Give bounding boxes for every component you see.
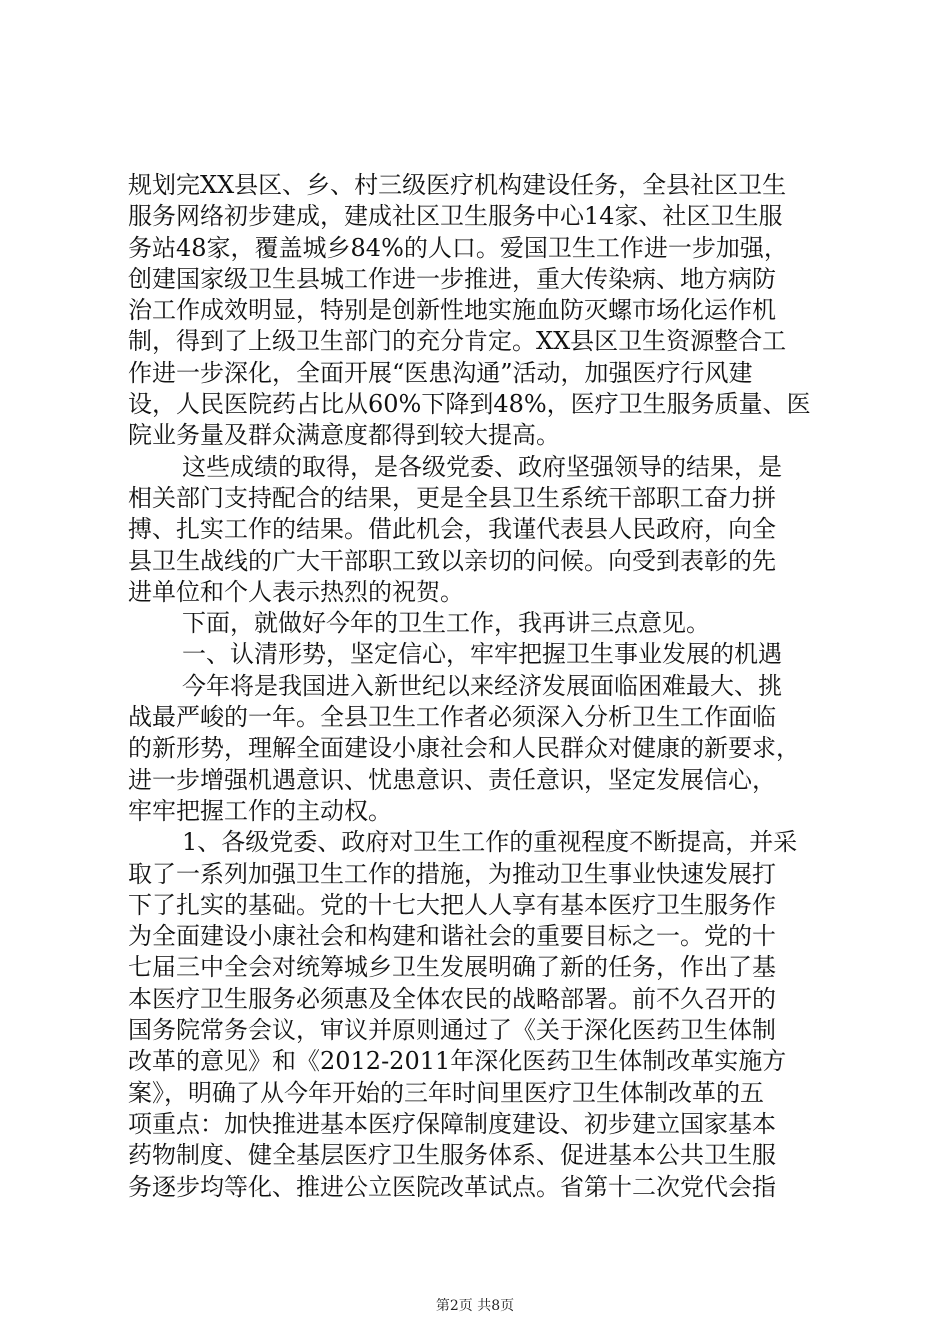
text-line: 的新形势，理解全面建设小康社会和人民群众对健康的新要求， <box>128 734 800 763</box>
text-line: 治工作成效明显，特别是创新性地实施血防灭螺市场化运作机 <box>128 296 776 325</box>
text-line: 制，得到了上级卫生部门的充分肯定。XX县区卫生资源整合工 <box>128 327 787 356</box>
text-line: 为全面建设小康社会和构建和谐社会的重要目标之一。党的十 <box>128 922 776 951</box>
text-line: 县卫生战线的广大干部职工致以亲切的问候。向受到表彰的先 <box>128 546 776 575</box>
text-line: 本医疗卫生服务必须惠及全体农民的战略部署。前不久召开的 <box>128 984 776 1013</box>
text-line: 规划完XX县区、乡、村三级医疗机构建设任务，全县社区卫生 <box>128 171 787 199</box>
text-line: 进单位和个人表示热烈的祝贺。 <box>128 577 464 606</box>
text-line: 一、认清形势，坚定信心，牢牢把握卫生事业发展的机遇 <box>182 640 782 669</box>
text-line: 药物制度、健全基层医疗卫生服务体系、促进基本公共卫生服 <box>128 1141 776 1170</box>
text-line: 1、各级党委、政府对卫生工作的重视程度不断提高，并采 <box>182 828 798 857</box>
text-line: 国务院常务会议，审议并原则通过了《关于深化医药卫生体制 <box>128 1016 776 1045</box>
document-body <box>128 170 836 1203</box>
text-line: 七届三中全会对统筹城乡卫生发展明确了新的任务，作出了基 <box>128 953 776 982</box>
text-line: 牢牢把握工作的主动权。 <box>128 796 392 825</box>
text-line: 院业务量及群众满意度都得到较大提高。 <box>128 421 560 450</box>
text-line: 取了一系列加强卫生工作的措施，为推动卫生事业快速发展打 <box>128 859 776 888</box>
text-line: 务逐步均等化、推进公立医院改革试点。省第十二次党代会指 <box>128 1172 776 1201</box>
text-line: 进一步增强机遇意识、忧患意识、责任意识，坚定发展信心， <box>128 765 776 794</box>
text-line: 设，人民医院药占比从60%下降到48%，医疗卫生服务质量、医 <box>128 390 811 419</box>
text-line: 战最严峻的一年。全县卫生工作者必须深入分析卫生工作面临 <box>128 703 776 732</box>
text-line: 今年将是我国进入新世纪以来经济发展面临困难最大、挑 <box>182 671 782 700</box>
text-line: 作进一步深化，全面开展“医患沟通”活动，加强医疗行风建 <box>128 358 753 387</box>
text-line: 下了扎实的基础。党的十七大把人人享有基本医疗卫生服务作 <box>128 890 776 919</box>
text-line: 改革的意见》和《2012-2011年深化医药卫生体制改革实施方 <box>128 1047 787 1076</box>
text-line: 下面，就做好今年的卫生工作，我再讲三点意见。 <box>182 609 710 638</box>
text-line: 这些成绩的取得，是各级党委、政府坚强领导的结果，是 <box>182 452 782 481</box>
page-footer: 第2页 共8页 <box>435 1298 515 1314</box>
text-line: 案》，明确了从今年开始的三年时间里医疗卫生体制改革的五 <box>128 1078 764 1107</box>
text-line: 搏、扎实工作的结果。借此机会，我谨代表县人民政府，向全 <box>128 515 776 544</box>
text-line: 相关部门支持配合的结果，更是全县卫生系统干部职工奋力拼 <box>128 483 776 512</box>
text-line: 服务网络初步建成，建成社区卫生服务中心14家、社区卫生服 <box>128 202 783 231</box>
text-line: 项重点：加快推进基本医疗保障制度建设、初步建立国家基本 <box>128 1109 776 1138</box>
text-line: 务站48家，覆盖城乡84%的人口。爱国卫生工作进一步加强， <box>128 233 788 262</box>
text-line: 创建国家级卫生县城工作进一步推进，重大传染病、地方病防 <box>128 264 776 293</box>
